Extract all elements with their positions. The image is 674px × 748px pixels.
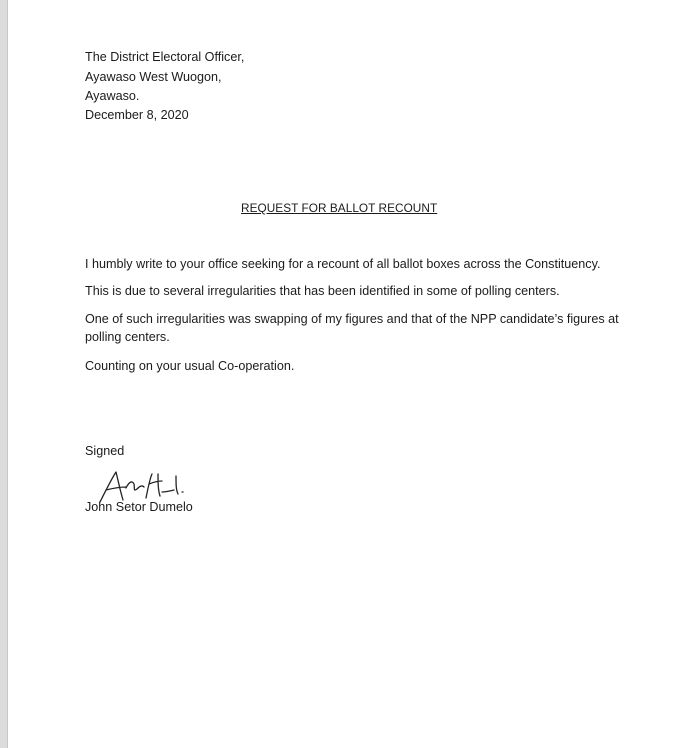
signatory-name: John Setor Dumelo bbox=[85, 500, 193, 514]
body-line-1: I humbly write to your office seeking for a recount of all ballot boxes across the Constituency. bbox=[85, 257, 601, 271]
recipient-line-1: The District Electoral Officer, bbox=[85, 50, 245, 64]
letter-date: December 8, 2020 bbox=[85, 108, 189, 122]
recipient-line-2: Ayawaso West Wuogon, bbox=[85, 70, 222, 84]
body-line-5: Counting on your usual Co-operation. bbox=[85, 359, 295, 373]
recipient-line-3: Ayawaso. bbox=[85, 89, 140, 103]
body-line-2: This is due to several irregularities that has been identified in some of polling centers. bbox=[85, 284, 560, 298]
letter-subject: REQUEST FOR BALLOT RECOUNT bbox=[241, 201, 438, 215]
body-line-3: One of such irregularities was swapping of my figures and that of the NPP candidate’s figures at bbox=[85, 312, 619, 326]
closing-signed: Signed bbox=[85, 444, 125, 458]
body-line-4: polling centers. bbox=[85, 330, 170, 344]
letter-page bbox=[8, 0, 674, 748]
